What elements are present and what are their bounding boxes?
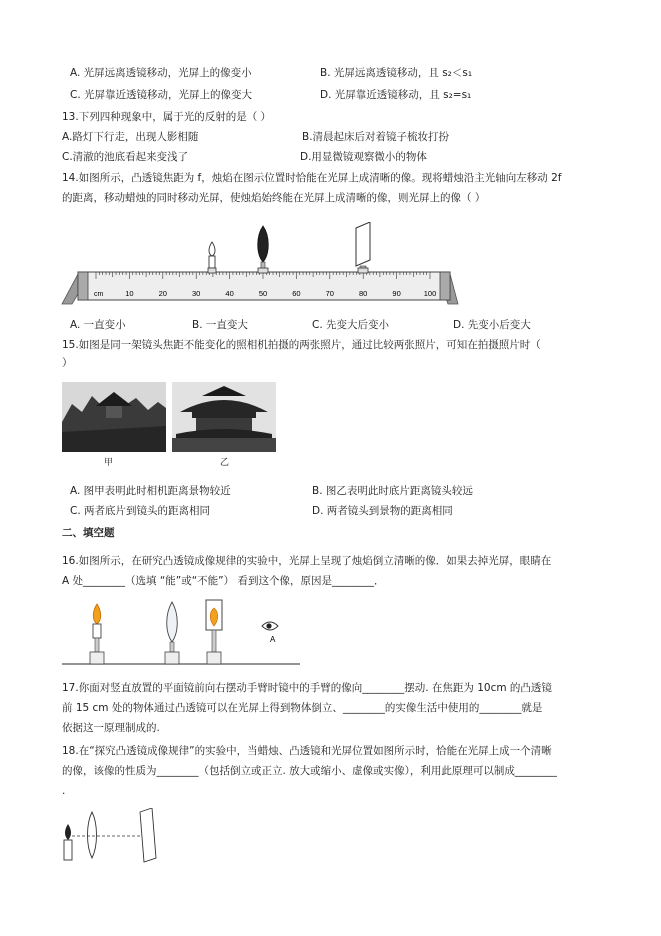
- q14-option-c: C. 先变大后变小: [312, 319, 390, 331]
- lens-experiment-figure: [62, 596, 300, 668]
- bench-tick-label: 80: [359, 289, 368, 298]
- q15-stem-line2: ）: [62, 357, 73, 369]
- q14-option-a: A. 一直变小: [70, 319, 126, 331]
- optical-bench-figure: [60, 222, 470, 312]
- q15-stem-line1: 15.如图是同一架镜头焦距不能变化的照相机拍摄的两张照片，通过比较两张照片，可知在拍摄照片时（: [62, 339, 541, 351]
- q18-line1: 18.在“探究凸透镜成像规律”的实验中，当蜡烛、凸透镜和光屏位置如图所示时，恰能在光屏上成一个清晰: [62, 745, 552, 757]
- photo-jia-label: 甲: [104, 458, 114, 468]
- light-screen: [140, 808, 156, 862]
- candle: [90, 604, 104, 664]
- photo-yi: [172, 382, 276, 452]
- q13-option-b: B.清晨起床后对着镜子梳妆打扮: [302, 131, 450, 143]
- q14-stem-line2: 的距离，移动蜡烛的同时移动光屏，使烛焰始终能在光屏上成清晰的像，则光屏上的像（ ）: [62, 192, 486, 204]
- q12-option-b: B. 光屏远离透镜移动，且 s₂＜s₁: [320, 67, 473, 79]
- candle-flame: [93, 604, 101, 624]
- q14-stem-line1: 14.如图所示，凸透镜焦距为 f，烛焰在图示位置时恰能在光屏上成清晰的像。现将蜡烛沿主光轴向左移动 2f: [62, 172, 562, 184]
- candle: [64, 824, 72, 860]
- q14-option-b: B. 一直变大: [192, 319, 248, 331]
- photo-jia: [62, 382, 166, 452]
- q12-option-a: A. 光屏远离透镜移动，光屏上的像变小: [70, 67, 252, 79]
- q12-option-d: D. 光屏靠近透镜移动，且 s₂=s₁: [320, 89, 472, 101]
- q16-line1: 16.如图所示，在研究凸透镜成像规律的实验中，光屏上呈现了烛焰倒立清晰的像．如果去掉光屏，眼睛在: [62, 555, 552, 567]
- light-screen: [356, 222, 370, 273]
- light-screen: [206, 600, 222, 664]
- q18-line3: .: [62, 785, 66, 797]
- bench-tick-label: 70: [325, 289, 334, 298]
- candle-flame: [209, 242, 215, 256]
- q13-option-d: D.用显微镜观察微小的物体: [300, 151, 427, 163]
- candle: [208, 242, 216, 273]
- candle-lens-screen-figure: [58, 808, 164, 864]
- bench-tick-label: 20: [158, 289, 167, 298]
- eye-icon: [262, 622, 278, 630]
- q12-option-c: C. 光屏靠近透镜移动，光屏上的像变大: [70, 89, 253, 101]
- q15-option-b: B. 图乙表明此时底片距离镜头较远: [312, 485, 473, 497]
- bench-tick-label: 10: [125, 289, 134, 298]
- candle-body: [209, 256, 215, 268]
- point-a-label: A: [270, 635, 276, 644]
- candle-flame: [65, 824, 71, 840]
- q17-line1: 17.你面对竖直放置的平面镜前向右摆动手臂时镜中的手臂的像向________摆动. 在焦距为 10cm 的凸透镜: [62, 682, 552, 694]
- bench-tick-label: 50: [258, 289, 268, 298]
- q18-line2: 的像，该像的性质为________（包括倒立或正立. 放大或缩小、虚像或实像），利用此原理可以制成________: [62, 765, 557, 777]
- bench-tick-label: 90: [392, 289, 401, 298]
- bench-tick-label: 30: [192, 289, 201, 298]
- q13-stem: 13.下列四种现象中，属于光的反射的是（ ）: [62, 111, 272, 123]
- bench-unit-label: cm: [94, 291, 104, 298]
- q16-line2: A 处________（选填 “能”或“不能”） 看到这个像，原因是________．: [62, 575, 385, 587]
- section-title-fill-blank: 二、填空题: [62, 527, 115, 539]
- photo-yi-label: 乙: [220, 458, 230, 468]
- q15-option-c: C. 两者底片到镜头的距离相同: [70, 505, 211, 517]
- convex-lens: [88, 812, 97, 858]
- q13-option-a: A.路灯下行走，出现人影相随: [62, 131, 199, 143]
- convex-lens: [165, 602, 179, 664]
- bench-tick-label: 60: [292, 289, 301, 298]
- bench-tick-label: 100: [423, 289, 437, 298]
- q15-option-a: A. 图甲表明此时相机距离景物较近: [70, 485, 231, 497]
- q13-option-c: C.清澈的池底看起来变浅了: [62, 151, 189, 163]
- q17-line3: 依据这一原理制成的.: [62, 722, 160, 734]
- convex-lens: [258, 226, 269, 273]
- q17-line2: 前 15 cm 处的物体通过凸透镜可以在光屏上得到物体倒立、________的实像生活中使用的________就是: [62, 702, 543, 714]
- q14-option-d: D. 先变小后变大: [453, 319, 531, 331]
- bench-tick-label: 40: [225, 289, 234, 298]
- q15-option-d: D. 两者镜头到景物的距离相同: [312, 505, 453, 517]
